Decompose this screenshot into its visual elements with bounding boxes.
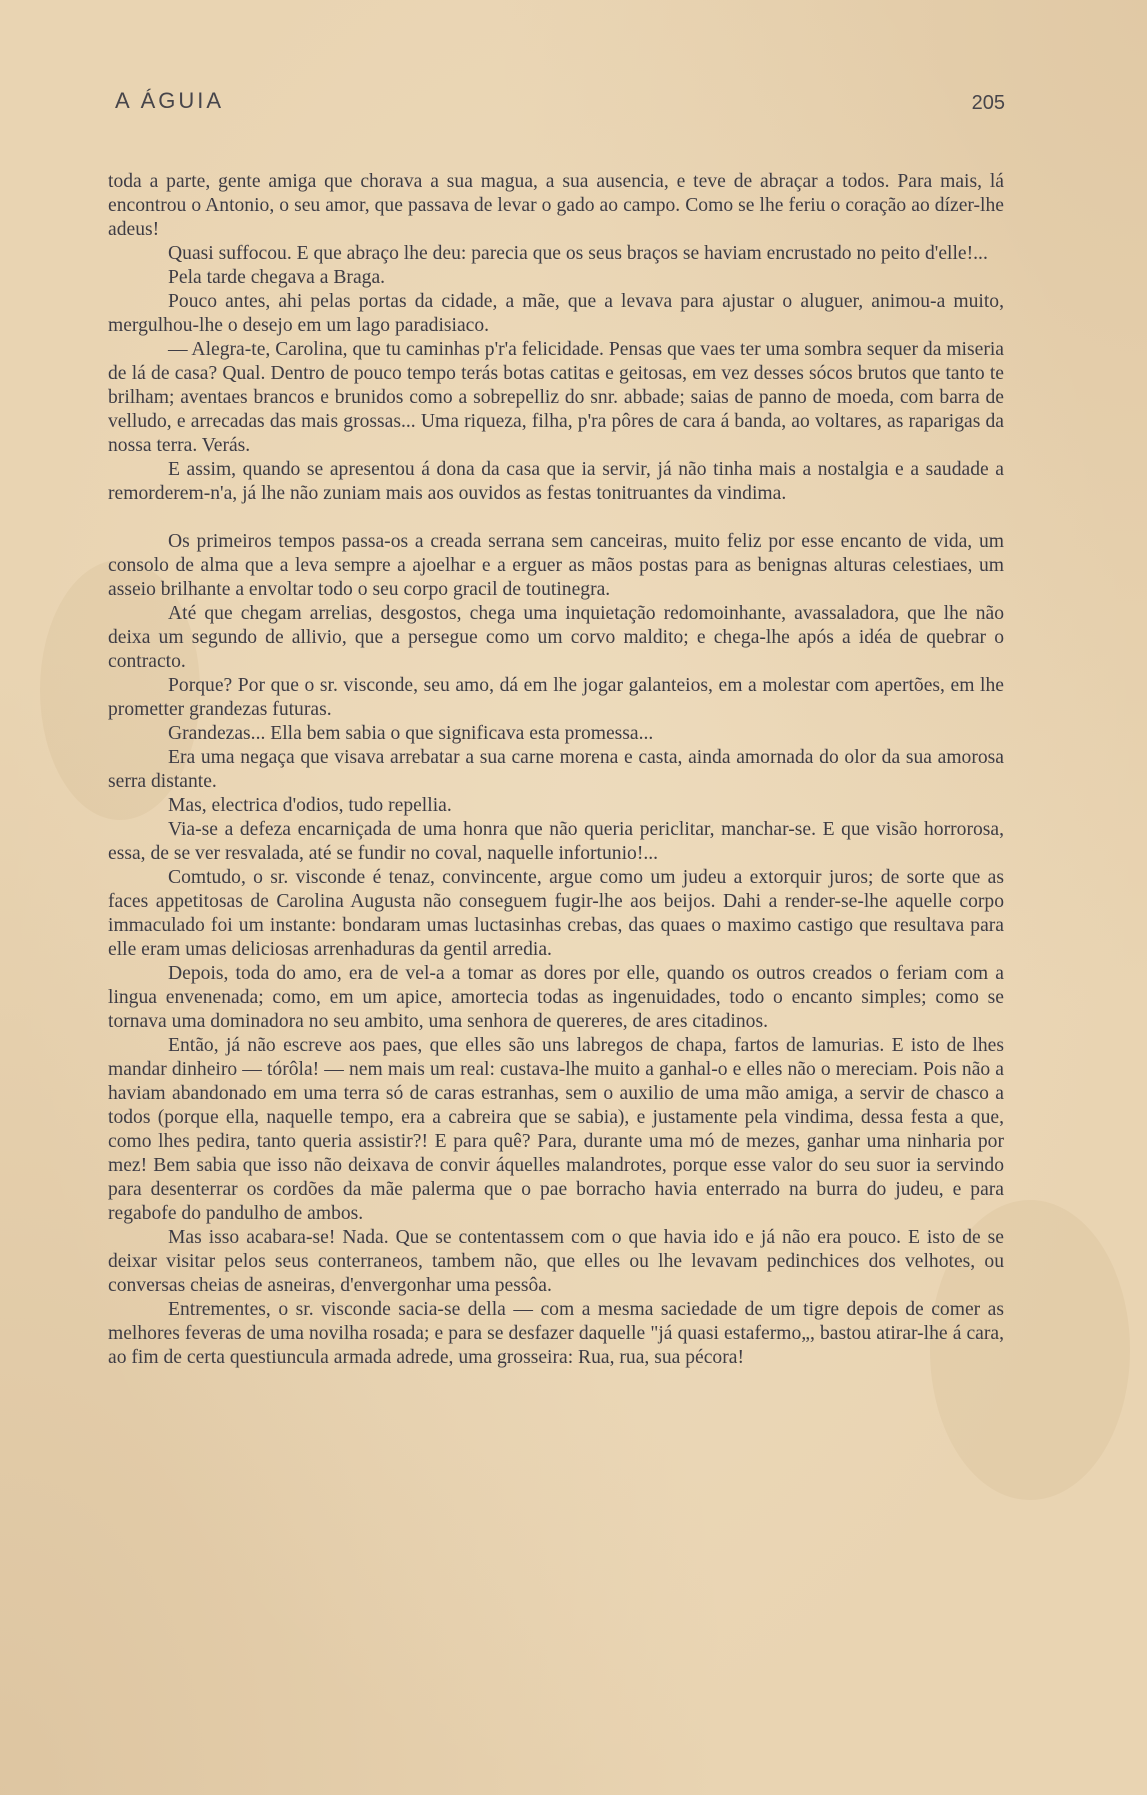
paragraph: E assim, quando se apresentou á dona da casa que ia servir, já não tinha mais a nostalgia e a saudade a remorderem-n'a, já lhe não zuniam mais aos ouvidos as festas tonitruantes da vindima.	[108, 459, 1004, 504]
paragraph: Então, já não escreve aos paes, que elles são uns labregos de chapa, fartos de lamurias. E isto de lhes mandar dinheiro — tórôla! — nem mais um real: custava-lhe muito a ganhal-o e elles não o mereciam. Pois não a haviam abandonado em uma terra só de caras estranhas, sem o auxilio de uma mão amiga, a servir de chasco a todos (porque ella, naquelle tempo, era a cabreira que se sabia), e justamente pela vindima, dessa festa a que, como lhes pedira, tanto queria assistir?! E para quê? Para, durante uma mó de mezes, ganhar uma ninharia por mez! Bem sabia que isso não deixava de convir áquelles malandrotes, porque esse valor do seu suor ia servindo para desenterrar os cordões da mãe palerma que o pae borracho havia enterrado na burra do judeu, e para regabofe do pandulho de ambos.	[108, 1035, 1004, 1224]
paragraph: Quasi suffocou. E que abraço lhe deu: parecia que os seus braços se haviam encrustado no peito d'elle!...	[168, 243, 988, 264]
paragraph: Era uma negaça que visava arrebatar a sua carne morena e casta, ainda amornada do olor da sua amorosa serra distante.	[108, 747, 1004, 792]
paragraph: Via-se a defeza encarniçada de uma honra que não queria periclitar, manchar-se. E que visão horrorosa, essa, de se ver resvalada, até se fundir no coval, naquelle infortunio!...	[108, 819, 1004, 864]
paragraph: Grandezas... Ella bem sabia o que significava esta promessa...	[168, 723, 654, 744]
paragraph: Mas, electrica d'odios, tudo repellia.	[168, 795, 452, 816]
paragraph: Entrementes, o sr. visconde sacia-se della — com a mesma saciedade de um tigre depois de comer as melhores feveras de uma novilha rosada; e para se desfazer daquelle "já quasi estafermo„, bastou atirar-lhe á cara, ao fim de certa questiuncula armada adrede, uma grosseira: Rua, rua, sua pécora!	[108, 1299, 1004, 1368]
paragraph: Comtudo, o sr. visconde é tenaz, convincente, argue como um judeu a extorquir juros; de sorte que as faces appetitosas de Carolina Augusta não conseguem fugir-lhe aos beijos. Dahi a render-se-lhe aquelle corpo immaculado foi um instante: bondaram umas luctasinhas crebas, das quaes o maximo castigo que resultava para elle eram umas deliciosas arrenhaduras da gentil arredia.	[108, 867, 1004, 960]
paragraph: Até que chegam arrelias, desgostos, chega uma inquietação redomoinhante, avassaladora, que lhe não deixa um segundo de allivio, que a persegue como um corvo maldito; e chega-lhe após a idéa de quebrar o contracto.	[108, 603, 1004, 672]
paragraph-dialogue: — Alegra-te, Carolina, que tu caminhas p'r'a felicidade. Pensas que vaes ter uma sombra sequer da miseria de lá de casa? Qual. Dentro de pouco tempo terás botas catitas e geitosas, em vez desses sócos brutos que tanto te brilham; aventaes brancos e brunidos como a sobrepelliz do snr. abbade; saias de panno de moeda, com barra de velludo, e arrecadas das mais grossas... Uma riqueza, filha, p'ra pôres de cara á banda, ao voltares, as raparigas da nossa terra. Verás.	[108, 339, 1004, 456]
paragraph: Pouco antes, ahi pelas portas da cidade, a mãe, que a levava para ajustar o aluguer, animou-a muito, mergulhou-lhe o desejo em um lago paradisiaco.	[108, 291, 1004, 336]
paragraph: Porque? Por que o sr. visconde, seu amo, dá em lhe jogar galanteios, em a molestar com apertões, em lhe prometter grandezas futuras.	[108, 675, 1004, 720]
paragraph-continued: toda a parte, gente amiga que chorava a sua magua, a sua ausencia, e teve de abraçar a todos. Para mais, lá encontrou o Antonio, o seu amor, que passava de levar o gado ao campo. Como se lhe feriu o coração ao dízer-lhe adeus!	[108, 171, 1004, 240]
paragraph: Os primeiros tempos passa-os a creada serrana sem canceiras, muito feliz por esse encanto de vida, um consolo de alma que a leva sempre a ajoelhar e a erguer as mãos postas para as benignas alturas celestiaes, um asseio brilhante a envoltar todo o seu corpo gracil de toutinegra.	[108, 531, 1004, 600]
article-body	[108, 170, 1004, 1370]
paragraph: Mas isso acabara-se! Nada. Que se contentassem com o que havia ido e já não era pouco. E isto de se deixar visitar pelos seus conterraneos, tambem não, que elles ou lhe levavam pedinchices dos velhotes, ou conversas cheias de asneiras, d'envergonhar uma pessôa.	[108, 1227, 1004, 1296]
journal-title: A ÁGUIA	[115, 88, 225, 113]
running-header	[115, 88, 1005, 118]
paragraph: Pela tarde chegava a Braga.	[168, 267, 386, 288]
page-number: 205	[971, 92, 1005, 114]
paragraph: Depois, toda do amo, era de vel-a a tomar as dores por elle, quando os outros creados o feriam com a lingua envenenada; como, em um apice, amortecia todas as ingenuidades, todo o encanto simples; como se tornava uma dominadora no seu ambito, uma senhora de quereres, de ares citadinos.	[108, 963, 1004, 1032]
